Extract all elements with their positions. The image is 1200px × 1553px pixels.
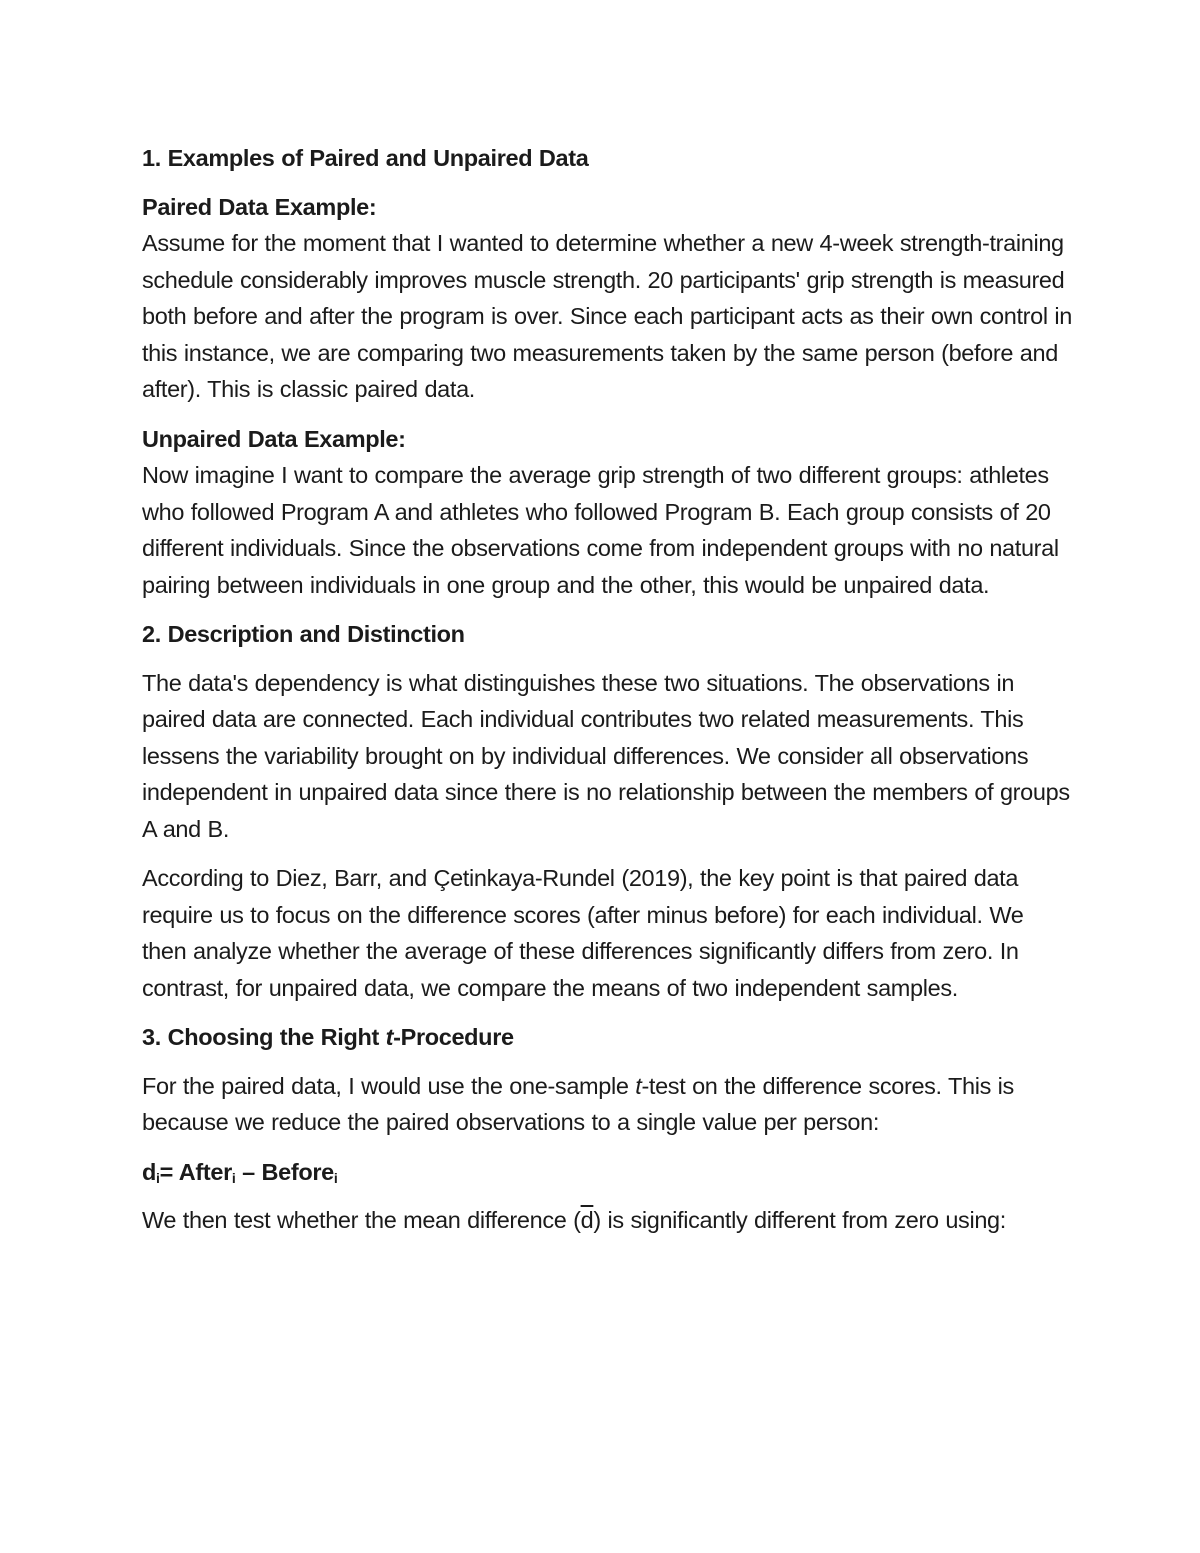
unpaired-example-text: Now imagine I want to compare the average grip strength of two different groups: athletes who followed Program A and athletes who followed Program B. Each group consists of 20 different individuals. Since the observations come from independent groups with no natural pairing between individuals in one group and the other, this would be unpaired data.: [142, 462, 1059, 598]
formula-d: d: [142, 1158, 157, 1185]
unpaired-example-label: Unpaired Data Example:: [142, 425, 406, 452]
mean-difference-paragraph: [142, 1202, 1072, 1239]
unpaired-example-paragraph: [142, 421, 1072, 604]
section-2-heading: 2. Description and Distinction: [142, 621, 465, 647]
section-3-heading: [142, 1019, 1072, 1056]
formula-sub-2: i: [231, 1169, 236, 1186]
paired-example-paragraph: [142, 189, 1072, 408]
paired-test-prefix: For the paired data, I would use the one-sample: [142, 1072, 636, 1099]
paired-test-paragraph: [142, 1068, 1072, 1141]
mean-difference-prefix: We then test whether the mean difference (: [142, 1207, 581, 1233]
paired-example-label: Paired Data Example:: [142, 193, 377, 220]
section-3-heading-prefix: 3. Choosing the Right: [142, 1024, 386, 1050]
paired-test-suffix: -test on the difference scores. This is because we reduce the paired observations to a single value per person:: [142, 1072, 1014, 1135]
section-3-heading-suffix: -Procedure: [393, 1024, 514, 1050]
paired-test-t: t: [635, 1072, 642, 1099]
section-3-heading-t: t: [385, 1024, 394, 1050]
section-1-heading: 1. Examples of Paired and Unpaired Data: [142, 145, 589, 171]
document-body: [142, 140, 1072, 1252]
difference-formula: [142, 1154, 1072, 1191]
citation-paragraph: According to Diez, Barr, and Çetinkaya-Rundel (2019), the key point is that paired data require us to focus on the difference scores (after minus before) for each individual. We then analyze whether the average of these differences significantly differs from zero. In contrast, for unpaired data, we compare the means of two independent samples.: [142, 865, 1024, 1001]
mean-difference-suffix: ) is significantly different from zero using:: [593, 1207, 1006, 1233]
paired-example-text: Assume for the moment that I wanted to determine whether a new 4-week strength-training schedule considerably improves muscle strength. 20 participants' grip strength is measured both before and after the program is over. Since each participant acts as their own control in this instance, we are comparing two measurements taken by the same person (before and after). This is classic paired data.: [142, 230, 1072, 402]
d-bar-symbol: $\overline{d}$: [580, 1207, 594, 1233]
formula-after: = After: [159, 1158, 232, 1185]
formula-sub-3: i: [333, 1169, 338, 1186]
formula-before: – Before: [235, 1158, 334, 1185]
dependency-paragraph: The data's dependency is what distinguishes these two situations. The observations in paired data are connected. Each individual contributes two related measurements. This lessens the variability brought on by individual differences. We consider all observations independent in unpaired data since there is no relationship between the members of groups A and B.: [142, 669, 1070, 842]
formula-sub-1: i: [156, 1169, 160, 1186]
